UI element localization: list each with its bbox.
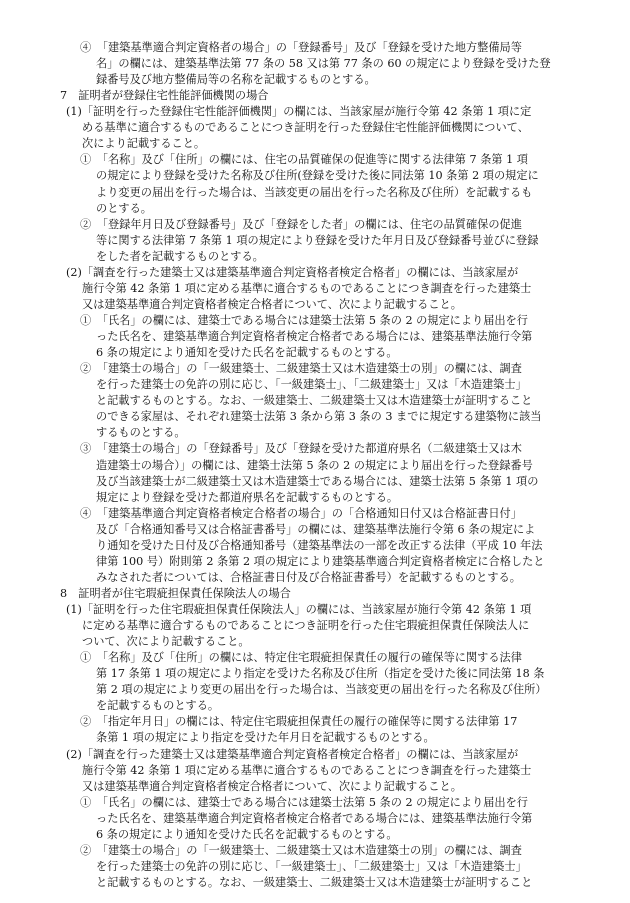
list-item-marker: ② 「指定年月日」の欄には、特定住宅瑕疵担保責任の履行の確保等に関する法律第 17 [80,715,518,729]
paragraph-line: 又は建築基準適合判定資格者検定合格者について、次により記載すること。 [82,297,462,311]
paragraph-line: 6 条の規定により通知を受けた氏名を記載するものとする。 [96,346,398,360]
paragraph-line: みなされた者については、合格証書日付及び合格証書番号）を記載するものとする。 [96,570,521,584]
paragraph-line: 又は建築基準適合判定資格者検定合格者について、次により記載すること。 [82,779,462,793]
paragraph-line: り通知を受けた日付及び合格通知番号（建築基準法の一部を改正する法律（平成 10 年法 [96,538,543,552]
paragraph-line: 第 2 項の規定により変更の届出を行った場合は、当該変更の届出を行った名称及び住所） [96,683,547,697]
paragraph-line: 等に関する法律第 7 条第 1 項の規定により登録を受けた年月日及び登録番号並びに登録 [96,233,539,247]
list-item-marker: ① 「名称」及び「住所」の欄には、住宅の品質確保の促進等に関する法律第 7 条第 1 項 [80,153,528,167]
subsection-heading: (2)「調査を行った建築士又は建築基準適合判定資格者検定合格者」の欄には、当該家屋が [66,747,519,761]
paragraph-line: するものとする。 [96,426,186,440]
paragraph-line: 施行令第 42 条第 1 項に定める基準に適合するものであることにつき調査を行った建築士 [82,281,532,295]
paragraph-line: に定める基準に適合するものであることにつき証明を行った住宅瑕疵担保責任保険法人に [82,619,530,633]
list-item-marker: ① 「氏名」の欄には、建築士である場合には建築士法第 5 条の 2 の規定により届出を行 [80,313,528,327]
paragraph-line: 造建築士の場合）」の欄には、建築士法第 5 条の 2 の規定により届出を行った登録番号 [96,458,533,472]
paragraph-line: と記載するものとする。なお、一級建築士、二級建築士又は木造建築士が証明すること [96,876,533,889]
paragraph-line: を行った建築士の免許の別に応じ、「一級建築士」、「二級建築士」又は「木造建築士」 [96,859,527,873]
paragraph-line: った氏名を、建築基準適合判定資格者検定合格者である場合には、建築基準法施行令第 [96,330,533,344]
list-item-marker: ④ 「建築基準適合判定資格者の場合」の「登録番号」及び「登録を受けた地方整備局等 [80,41,522,54]
paragraph-line: める基準に適合するものであることにつき証明を行った登録住宅性能評価機関について、 [82,121,529,135]
section-heading-7: 7 証明者が登録住宅性能評価機関の場合 [60,89,269,103]
paragraph-line: 施行令第 42 条第 1 項に定める基準に適合するものであることにつき調査を行った建築士 [82,763,532,777]
paragraph-line: のとする。 [96,201,152,215]
list-item-marker: ② 「登録年月日及び登録番号」及び「登録をした者」の欄には、住宅の品質確保の促進 [80,217,522,231]
paragraph-line: った氏名を、建築基準適合判定資格者検定合格者である場合には、建築基準法施行令第 [96,811,533,825]
paragraph-line: をした者を記載するものとする。 [96,249,264,263]
paragraph-line: 6 条の規定により通知を受けた氏名を記載するものとする。 [96,827,398,841]
subsection-heading: (1)「証明を行った住宅瑕疵担保責任保険法人」の欄には、当該家屋が施行令第 42 条第 1 項 [66,603,532,617]
section-heading-8: 8 証明者が住宅瑕疵担保責任保険法人の場合 [60,586,291,600]
subsection-heading: (2)「調査を行った建築士又は建築基準適合判定資格者検定合格者」の欄には、当該家屋が [66,265,519,279]
list-item-marker: ③ 「建築士の場合」の「登録番号」及び「登録を受けた都道府県名（二級建築士又は木 [80,442,522,456]
list-item-marker: ④ 「建築基準適合判定資格者検定合格者の場合」の「合格通知日付又は合格証書日付」 [80,506,522,520]
paragraph-line: ついて、次により記載すること。 [82,635,250,649]
paragraph-line: 条第 1 項の規定により指定を受けた年月日を記載するものとする。 [96,731,435,745]
paragraph-line: 及び当該建築士が二級建築士又は木造建築士である場合には、建築士法第 5 条第 1 項の [96,474,539,488]
paragraph-line: 第 17 条第 1 項の規定により指定を受けた名称及び住所（指定を受けた後に同法第 18 条 [96,667,545,681]
paragraph-line: と記載するものとする。なお、一級建築士、二級建築士又は木造建築士が証明すること [96,394,533,408]
paragraph-line: を行った建築士の免許の別に応じ、「一級建築士」、「二級建築士」又は「木造建築士」 [96,378,527,392]
paragraph-line: 規定により登録を受けた都道府県名を記載するものとする。 [96,490,399,504]
paragraph-line: より変更の届出を行った場合は、当該変更の届出を行った名称及び住所）を記載するも [96,185,533,199]
paragraph-line: 次により記載すること。 [82,137,206,151]
paragraph-line: のできる家屋は、それぞれ建築士法第 3 条から第 3 条の 3 までに規定する建築物に該当 [96,410,542,424]
list-item-marker: ① 「名称」及び「住所」の欄には、特定住宅瑕疵担保責任の履行の確保等に関する法律 [80,651,522,665]
paragraph-line: の規定により登録を受けた名称及び住所(登録を受けた後に同法第 10 条第 2 項の規定に [96,169,539,183]
paragraph-line: を記載するものとする。 [96,699,220,713]
paragraph-line: 名」の欄には、建築基準法第 77 条の 58 又は第 77 条の 60 の規定により登録を受けた登 [96,57,551,71]
list-item-marker: ① 「氏名」の欄には、建築士である場合には建築士法第 5 条の 2 の規定により届出を行 [80,795,528,809]
list-item-marker: ② 「建築士の場合」の「一級建築士、二級建築士又は木造建築士の別」の欄には、調査 [80,843,522,857]
list-item-marker: ② 「建築士の場合」の「一級建築士、二級建築士又は木造建築士の別」の欄には、調査 [80,362,522,376]
paragraph-line: 律第 100 号）附則第 2 条第 2 項の規定により建築基準適合判定資格者検定に合格したと [96,554,545,568]
subsection-heading: (1)「証明を行った登録住宅性能評価機関」の欄には、当該家屋が施行令第 42 条第 1 項に定 [66,105,532,119]
paragraph-line: 及び「合格通知番号又は合格証書番号」の欄には、建築基準法施行令第 6 条の規定によ [96,522,536,536]
paragraph-line: 録番号及び地方整備局等の名称を記載するものとする。 [96,73,376,87]
